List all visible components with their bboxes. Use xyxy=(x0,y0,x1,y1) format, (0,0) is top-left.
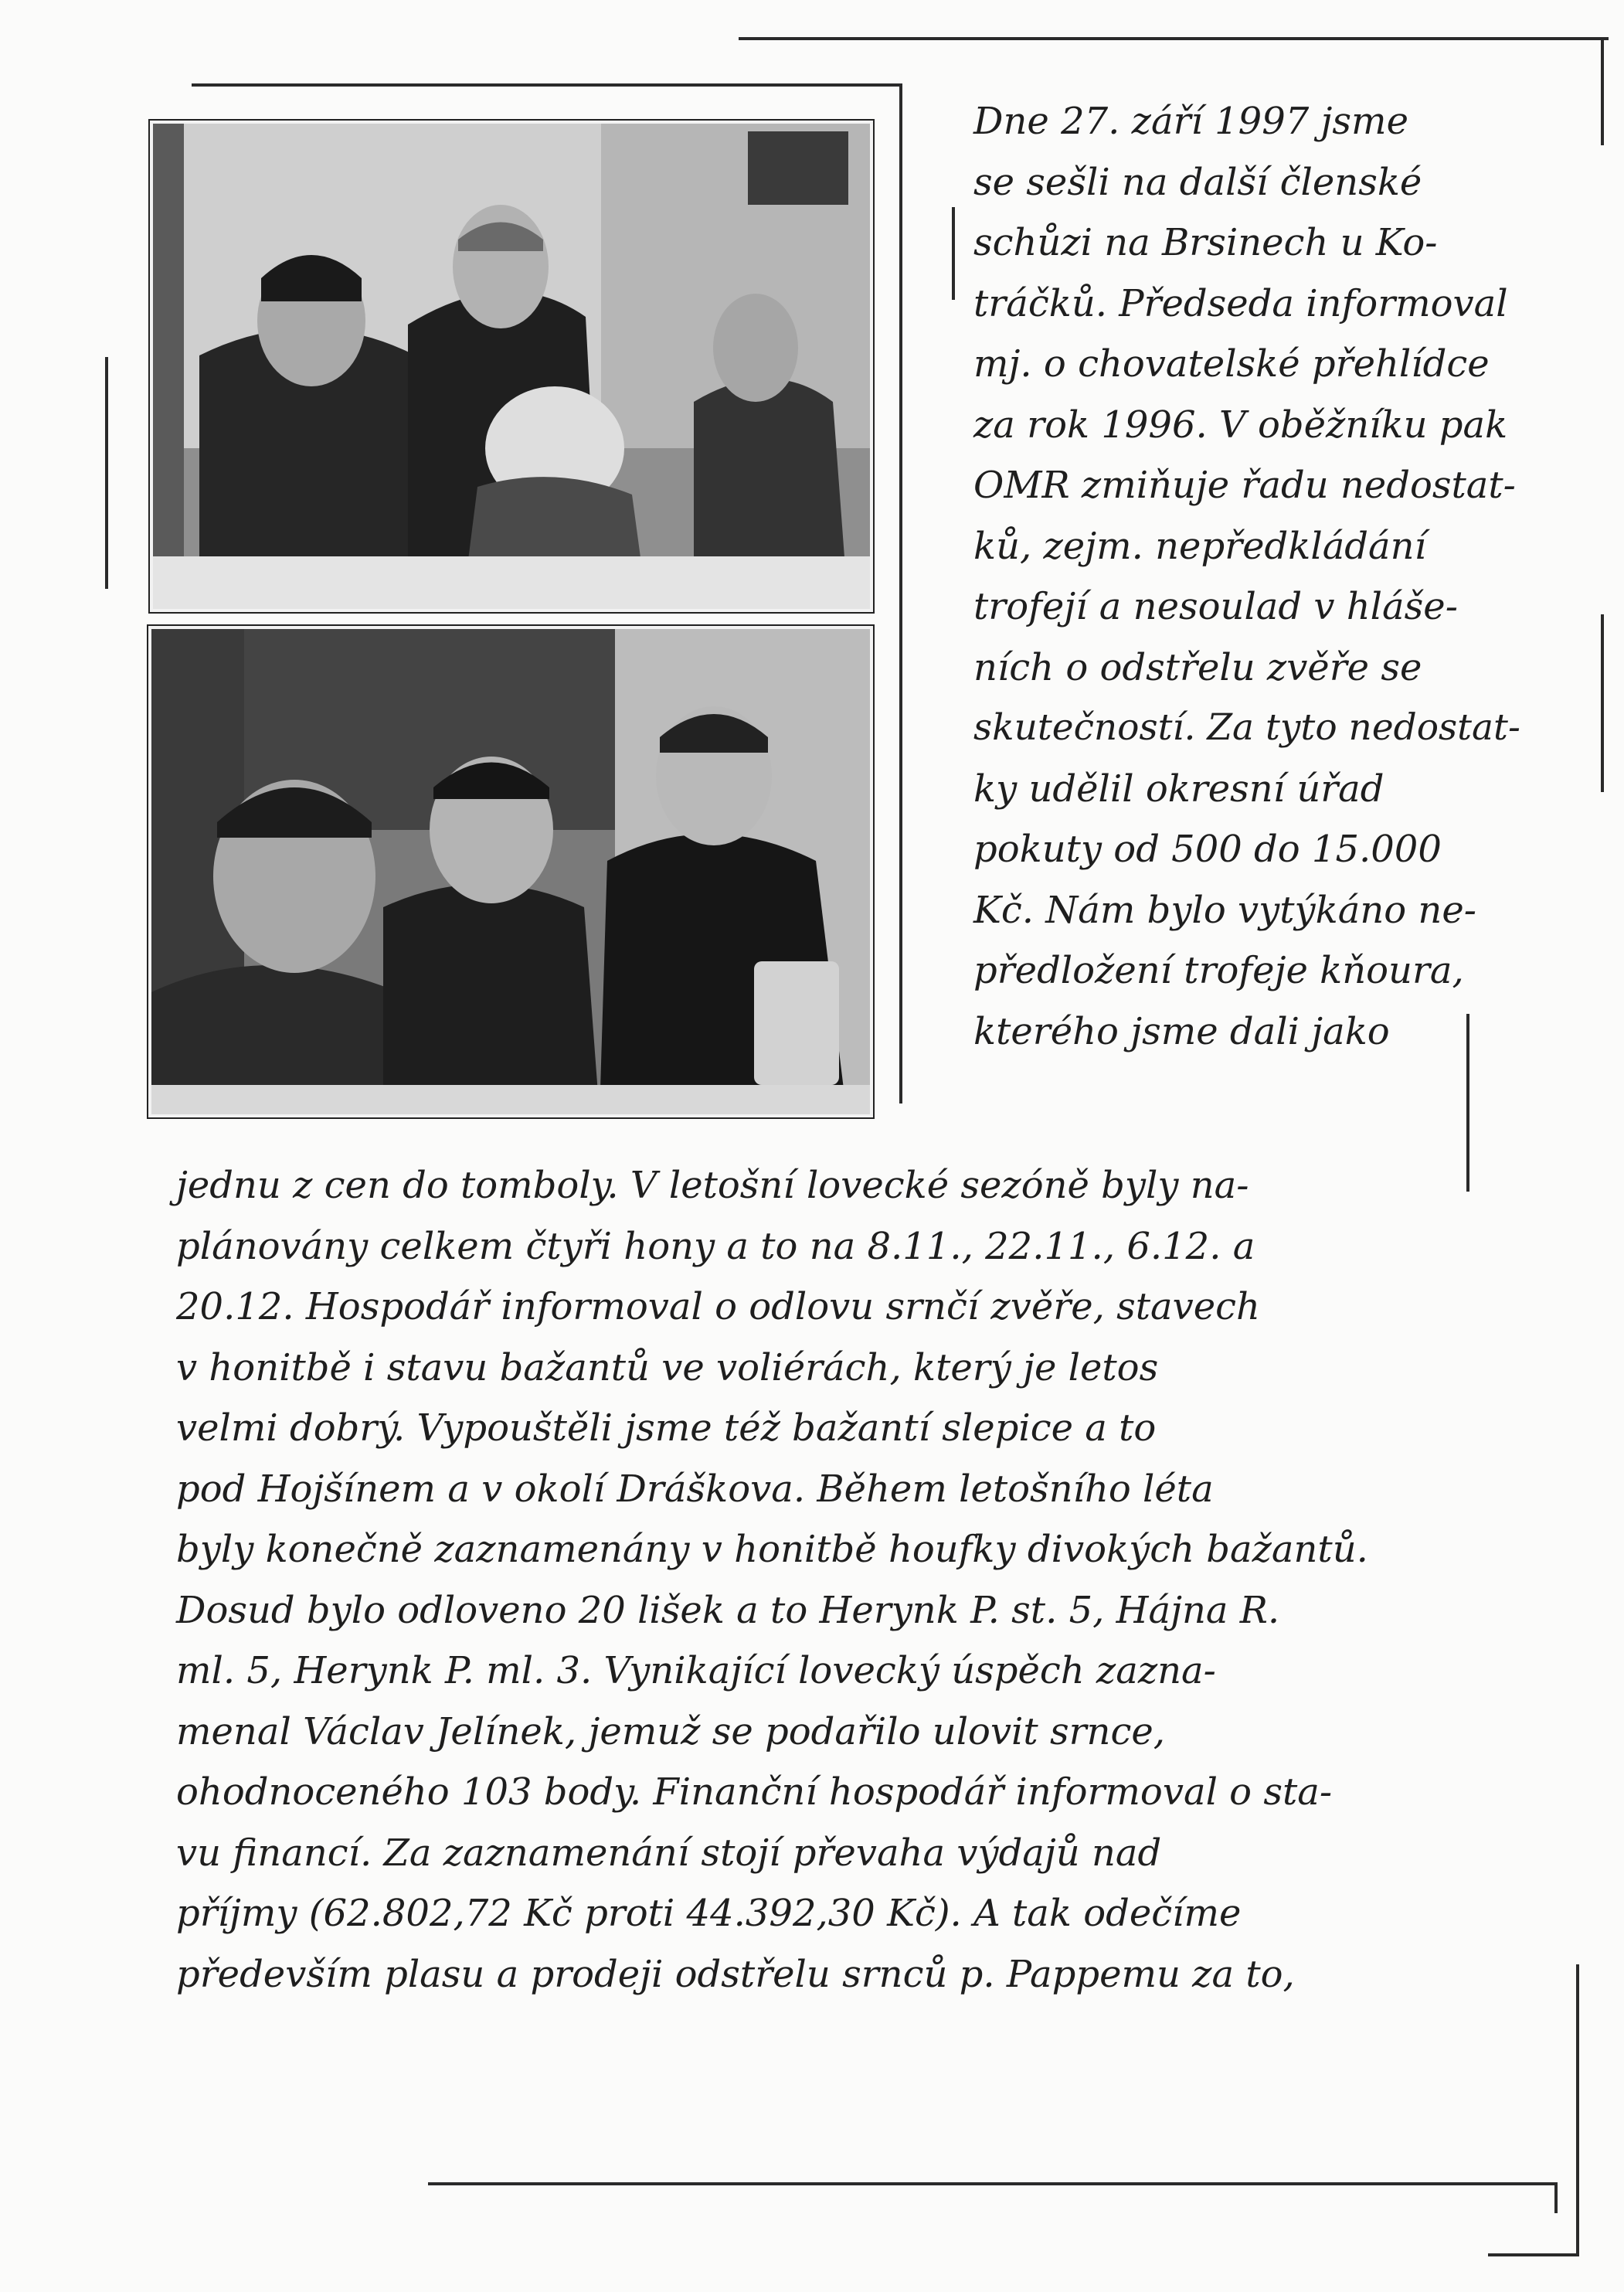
photo-meeting-top xyxy=(150,121,873,612)
frame-bottom-right-line xyxy=(1488,2253,1579,2256)
handwritten-full-width xyxy=(176,1155,1520,2005)
text-line: se sešli na další členské xyxy=(973,160,1422,204)
text-line: 20.12. Hospodář informoval o odlovu srnčí zvěře, stavech xyxy=(176,1285,1260,1328)
frame-right-top-line xyxy=(1601,37,1604,145)
frame-right-side-line xyxy=(1601,614,1604,792)
frame-top-right-line xyxy=(739,37,1609,40)
text-line: trofejí a nesoulad v hláše- xyxy=(973,585,1458,628)
text-line: předložení trofeje kňoura, xyxy=(973,949,1464,992)
text-line: Dosud bylo odloveno 20 lišek a to Herynk P. st. 5, Hájna R. xyxy=(176,1588,1280,1632)
text-line: skutečností. Za tyto nedostat- xyxy=(973,706,1520,749)
text-line: pokuty od 500 do 15.000 xyxy=(973,828,1442,871)
text-line: OMR zmiňuje řadu nedostat- xyxy=(973,464,1516,507)
frame-bottom-stub-line xyxy=(1554,2182,1558,2213)
handwritten-right-column xyxy=(973,91,1530,1062)
text-line: velmi dobrý. Vypouštěli jsme též bažantí slepice a to xyxy=(176,1406,1157,1450)
frame-bottom-line xyxy=(428,2182,1556,2185)
text-line: především plasu a prodeji odstřelu srnců p. Pappemu za to, xyxy=(176,1952,1295,1996)
text-line: ml. 5, Herynk P. ml. 3. Vynikající lovecký úspěch zazna- xyxy=(176,1649,1216,1692)
text-line: vu financí. Za zaznamenání stojí převaha výdajů nad xyxy=(176,1831,1162,1875)
text-line: v honitbě i stavu bažantů ve voliérách, který je letos xyxy=(176,1345,1159,1389)
photo-meeting-bottom xyxy=(148,626,873,1117)
text-line: pod Hojšínem a v okolí Dráškova. Během letošního léta xyxy=(176,1467,1214,1511)
text-line: jednu z cen do tomboly. V letošní lovecké sezóně byly na- xyxy=(176,1164,1249,1207)
text-line: ků, zejm. nepředkládání xyxy=(973,524,1426,568)
frame-right-low-line xyxy=(1576,1964,1579,2255)
text-line: Kč. Nám bylo vytýkáno ne- xyxy=(973,888,1476,932)
text-line: za rok 1996. V oběžníku pak xyxy=(973,403,1508,447)
text-line: plánovány celkem čtyři hony a to na 8.11., 22.11., 6.12. a xyxy=(176,1224,1255,1268)
frame-left-short-line xyxy=(105,357,108,589)
text-line: Dne 27. září 1997 jsme xyxy=(973,100,1408,143)
text-line: mj. o chovatelské přehlídce xyxy=(973,342,1490,386)
text-line: ních o odstřelu zvěře se xyxy=(973,645,1422,689)
text-line: byly konečně zaznamenány v honitbě houfky divokých bažantů. xyxy=(176,1528,1368,1571)
frame-top-left-line xyxy=(192,83,902,87)
frame-photo-right-line xyxy=(899,83,902,1103)
text-line: ky udělil okresní úřad xyxy=(973,767,1384,811)
text-line: kterého jsme dali jako xyxy=(973,1009,1390,1053)
text-line: menal Václav Jelínek, jemuž se podařilo ulovit srnce, xyxy=(176,1709,1165,1753)
text-line: schůzi na Brsinech u Ko- xyxy=(973,221,1438,264)
text-line: příjmy (62.802,72 Kč proti 44.392,30 Kč). A tak odečíme xyxy=(176,1892,1242,1935)
text-line: tráčků. Předseda informoval xyxy=(973,281,1508,325)
text-line: ohodnoceného 103 body. Finanční hospodář informoval o sta- xyxy=(176,1770,1333,1814)
frame-left-mid-line xyxy=(952,207,955,300)
